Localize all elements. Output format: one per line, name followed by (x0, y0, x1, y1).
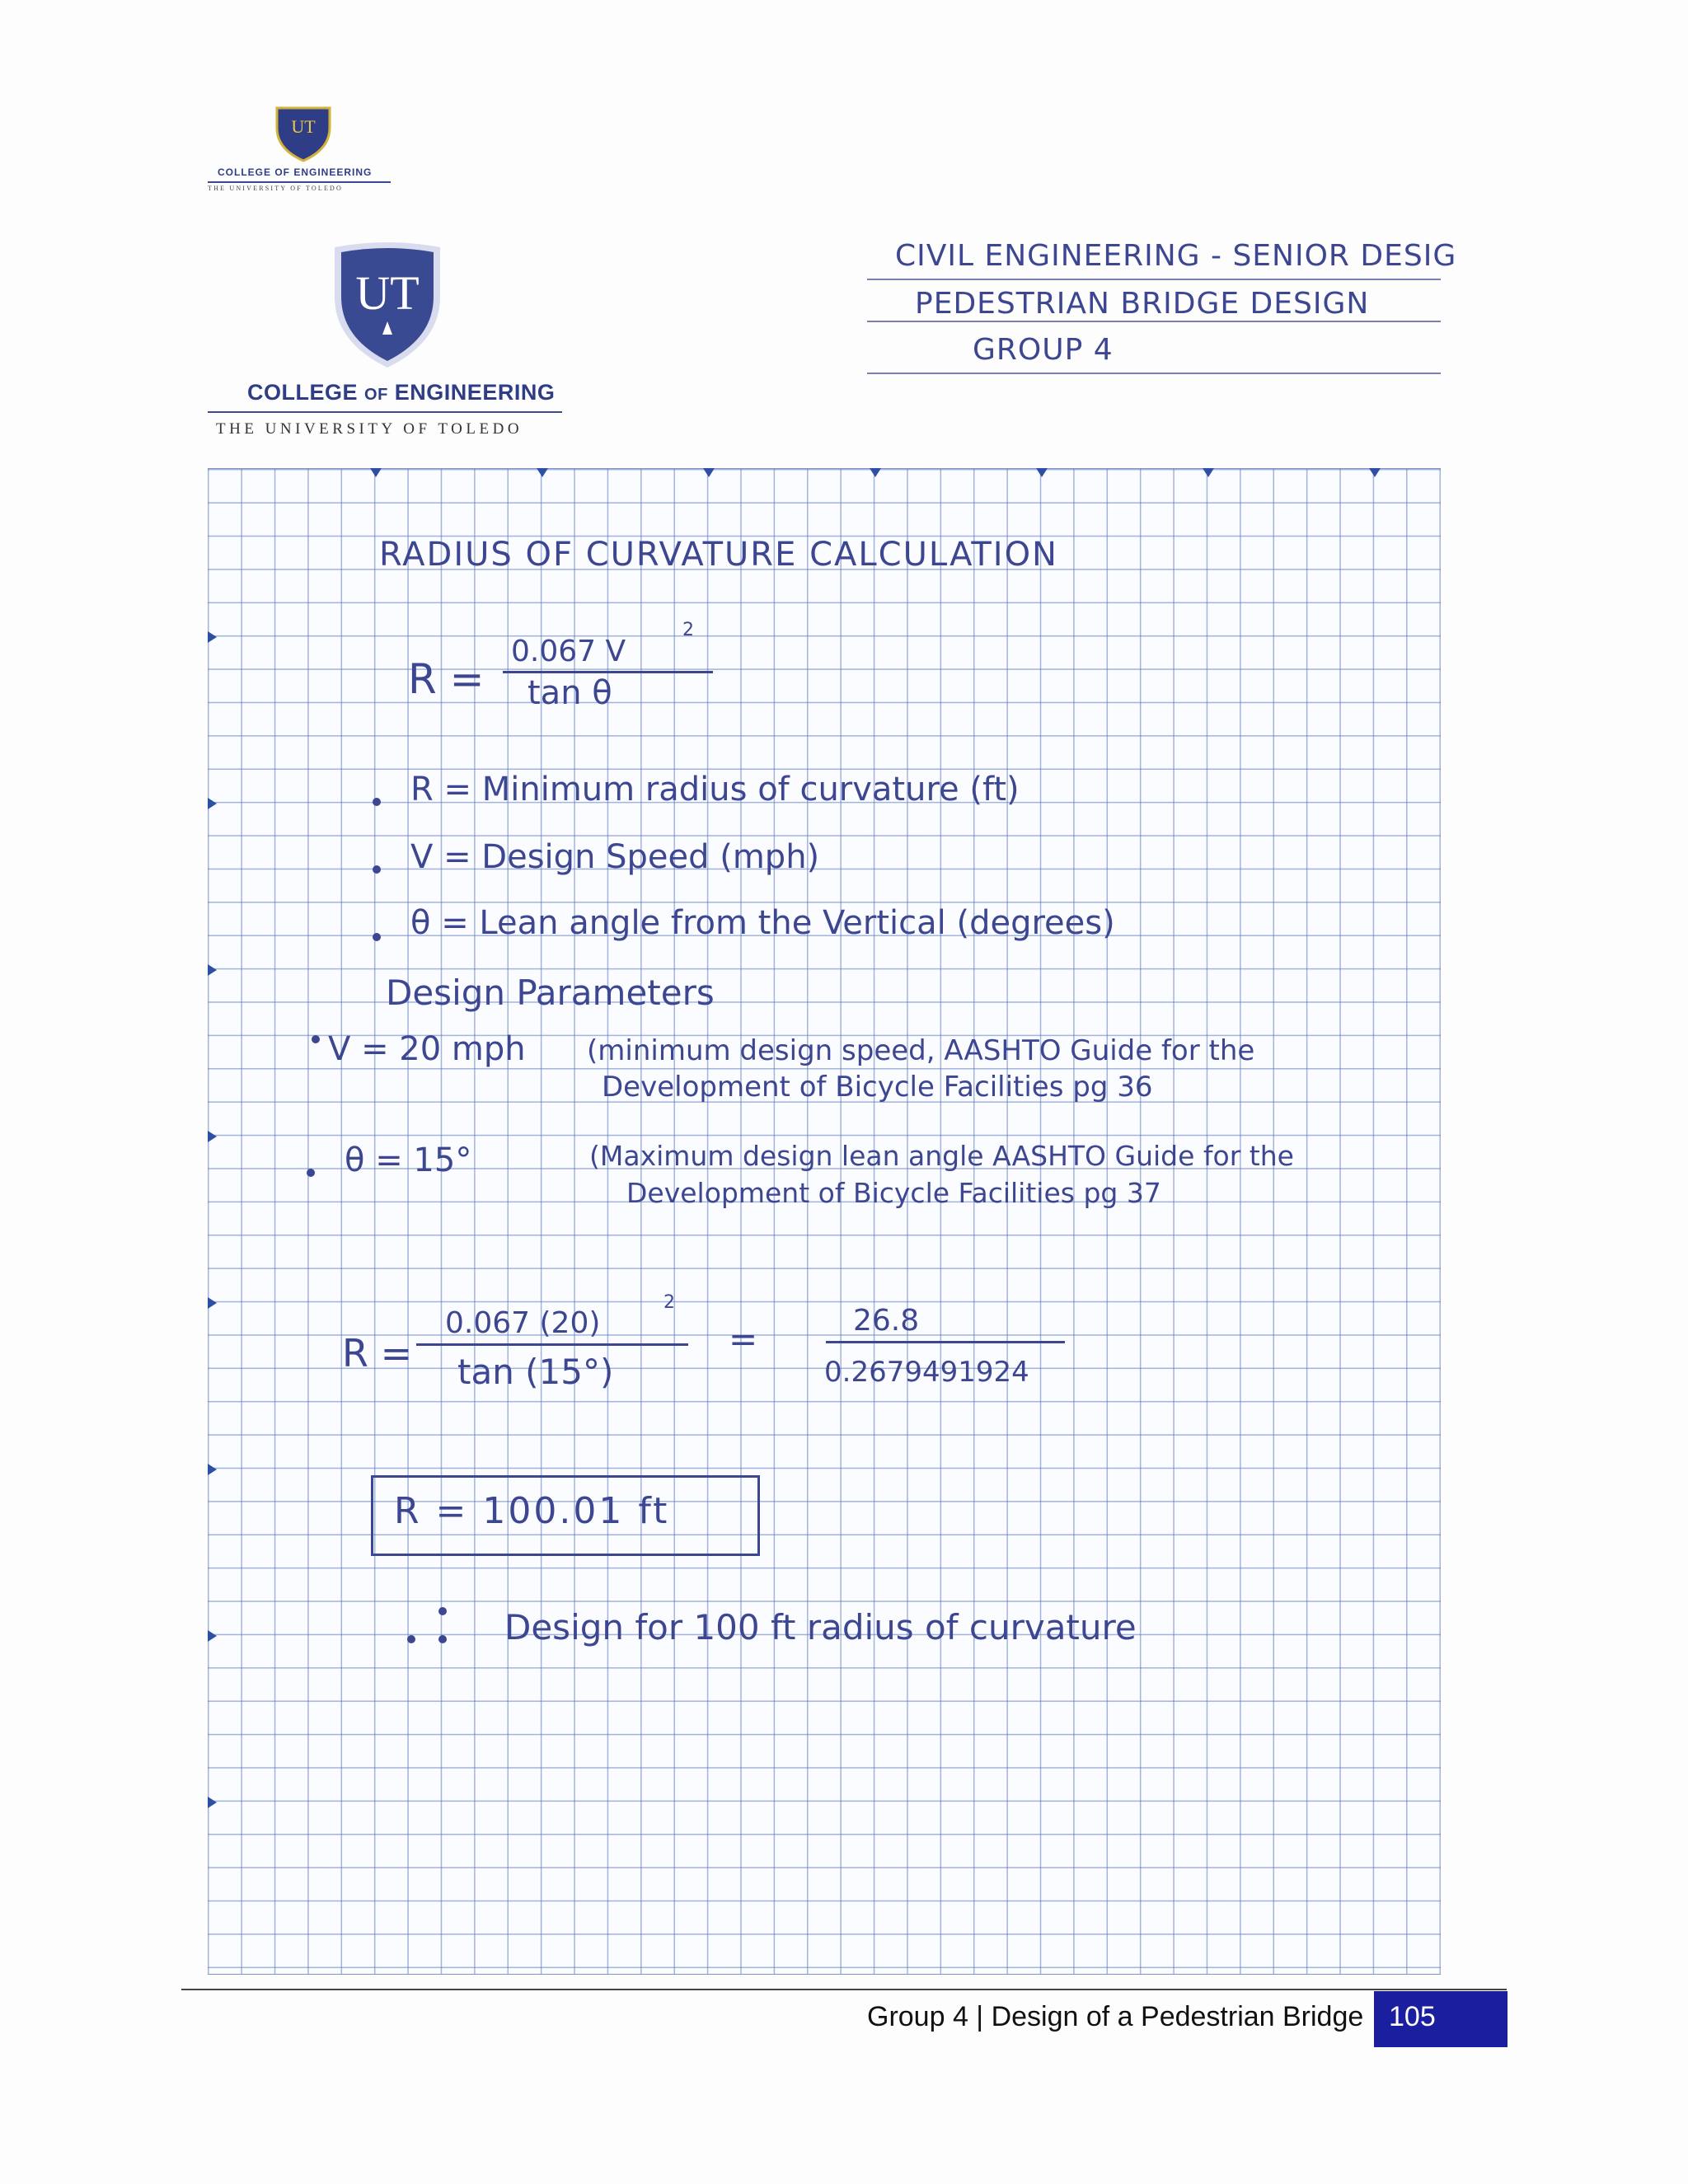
formula-exponent: 2 (682, 620, 694, 640)
footer-rule (181, 1989, 1507, 1990)
shield-icon (330, 239, 445, 371)
fraction-bar (503, 671, 713, 673)
param-theta-label: θ = 15° (345, 1141, 472, 1179)
grid-marker (703, 468, 715, 477)
header-line-3: GROUP 4 (973, 333, 1114, 367)
big-logo (208, 239, 562, 445)
calc-equals: = (729, 1319, 758, 1359)
result-text: R = 100.01 ft (394, 1490, 670, 1532)
grid-marker (1369, 468, 1381, 477)
grid-marker (1036, 468, 1048, 477)
grid-marker (208, 631, 217, 643)
definition-theta: θ = Lean angle from the Vertical (degrees) (410, 904, 1115, 942)
shield-icon (274, 103, 333, 162)
bullet (373, 865, 381, 874)
grid-marker (208, 1464, 217, 1475)
small-shield-text: UT (291, 116, 316, 137)
graph-paper (208, 468, 1441, 1975)
footer-text: Group 4 | Design of a Pedestrian Bridge (867, 2001, 1364, 2032)
grid-marker (208, 1797, 217, 1808)
notes-title: RADIUS OF CURVATURE CALCULATION (379, 536, 1058, 574)
bullet (373, 933, 381, 941)
bullet (373, 798, 381, 806)
header-rule (867, 373, 1441, 374)
param-v-note-2: Development of Bicycle Facilities pg 36 (602, 1071, 1153, 1104)
therefore-dot (407, 1635, 415, 1643)
fraction-bar (416, 1343, 688, 1346)
grid-marker (208, 964, 217, 976)
param-theta-note-2: Development of Bicycle Facilities pg 37 (626, 1177, 1161, 1209)
big-college-name (247, 380, 555, 405)
small-logo-rule (208, 181, 391, 183)
header-rule (867, 321, 1441, 322)
header-line-2: PEDESTRIAN BRIDGE DESIGN (915, 287, 1370, 321)
header-line-1: CIVIL ENGINEERING - SENIOR DESIG (895, 239, 1457, 273)
big-university-name: THE UNIVERSITY OF TOLEDO (216, 420, 523, 438)
big-logo-rule (208, 411, 562, 413)
bullet (307, 1169, 315, 1177)
small-university-name: THE UNIVERSITY OF TOLEDO (208, 185, 343, 192)
college-of: OF (364, 386, 388, 404)
conclusion: Design for 100 ft radius of curvature (504, 1607, 1137, 1647)
big-shield-text: UT (355, 266, 420, 320)
grid-marker (537, 468, 548, 477)
param-v-note-1: (minimum design speed, AASHTO Guide for the (587, 1034, 1255, 1067)
calc-numerator: 0.067 (20) (445, 1306, 601, 1340)
formula-lhs: R = (408, 655, 485, 703)
grid-marker (370, 468, 382, 477)
calc-den2: 0.2679491924 (824, 1356, 1029, 1389)
grid-marker (208, 1297, 217, 1309)
college-pre: COLLEGE (247, 380, 365, 405)
definition-v: V = Design Speed (mph) (410, 838, 820, 876)
fraction-bar (826, 1341, 1065, 1343)
header-block (867, 239, 1457, 379)
calc-denominator: tan (15°) (457, 1352, 614, 1392)
formula-denominator: tan θ (528, 674, 612, 712)
small-college-name: COLLEGE OF ENGINEERING (218, 166, 373, 178)
calc-exponent: 2 (663, 1292, 675, 1313)
param-v-label: V = 20 mph (328, 1030, 526, 1068)
formula-numerator: 0.067 V (511, 635, 626, 668)
college-post: ENGINEERING (387, 380, 556, 405)
grid-marker (208, 798, 217, 809)
grid-marker (1203, 468, 1214, 477)
therefore-dot (438, 1607, 447, 1615)
page-number: 105 (1389, 2001, 1436, 2032)
therefore-dot (438, 1635, 447, 1643)
calc-lhs: R = (342, 1331, 413, 1376)
grid-marker (870, 468, 881, 477)
grid-marker (208, 1131, 217, 1142)
header-rule (867, 279, 1441, 280)
calc-num2: 26.8 (853, 1304, 920, 1338)
bullet (312, 1035, 320, 1043)
grid-marker (208, 1630, 217, 1642)
params-heading: Design Parameters (386, 972, 715, 1013)
param-theta-note-1: (Maximum design lean angle AASHTO Guide for the (589, 1140, 1294, 1172)
definition-r: R = Minimum radius of curvature (ft) (410, 771, 1020, 808)
